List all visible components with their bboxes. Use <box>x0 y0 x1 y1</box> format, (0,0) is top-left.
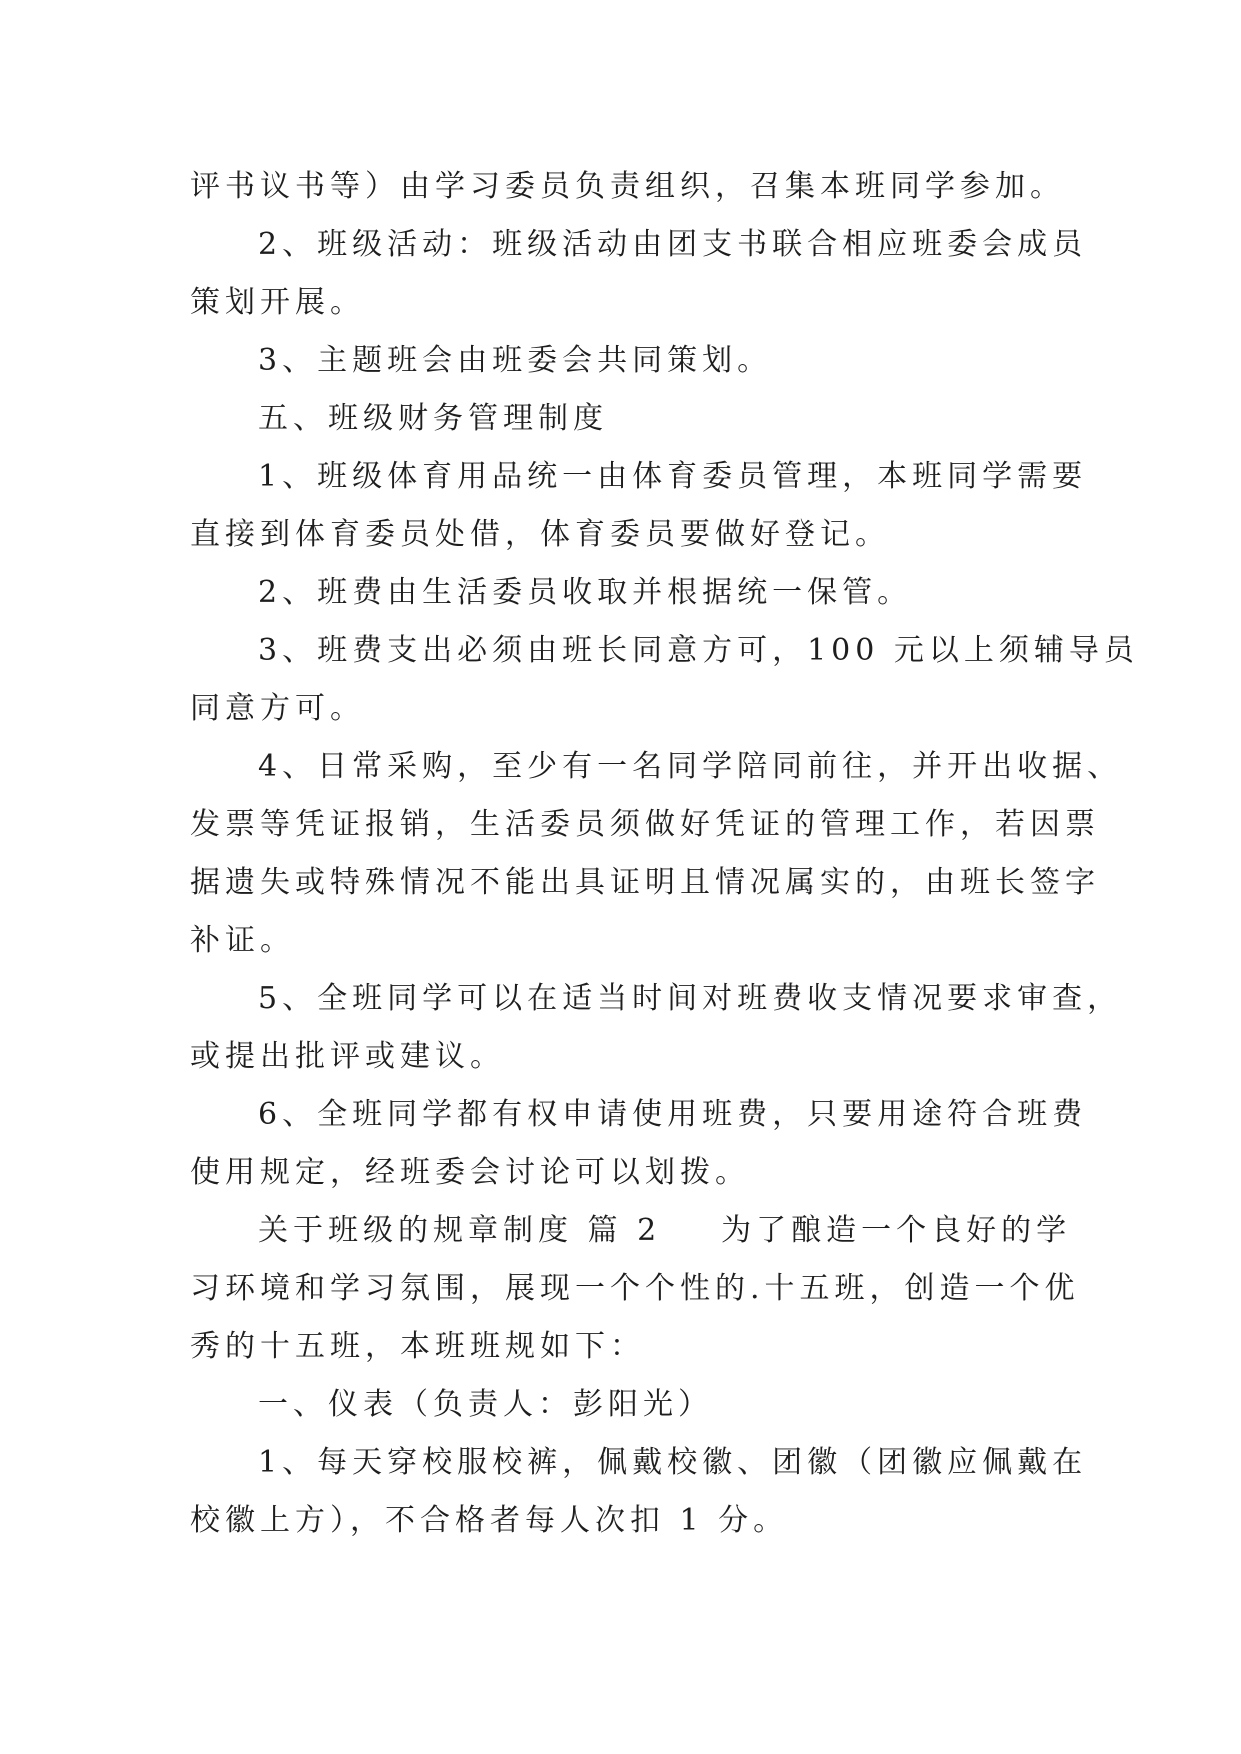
text-line: 直接到体育委员处借，体育委员要做好登记。 <box>190 517 890 552</box>
intro-text-start: 为了酿造一个良好的学 <box>721 1213 1072 1248</box>
text-line: 据遗失或特殊情况不能出具证明且情况属实的，由班长签字 <box>190 865 1100 900</box>
text-line: 2、班费由生活委员收取并根据统一保管。 <box>258 575 913 610</box>
text-line: 评书议书等）由学习委员负责组织，召集本班同学参加。 <box>190 169 1065 204</box>
text-line: 校徽上方），不合格者每人次扣 1 分。 <box>190 1503 789 1538</box>
text-line: 4、日常采购，至少有一名同学陪同前往，并开出收据、 <box>258 749 1123 784</box>
text-line: 6、全班同学都有权申请使用班费，只要用途符合班费 <box>258 1097 1088 1132</box>
text-line: 策划开展。 <box>190 285 365 320</box>
text-line: 1、每天穿校服校裤，佩戴校徽、团徽（团徽应佩戴在 <box>258 1445 1088 1480</box>
section-title: 关于班级的规章制度 篇 2 <box>258 1213 662 1248</box>
text-line: 或提出批评或建议。 <box>190 1039 505 1074</box>
text-line: 补证。 <box>190 923 295 958</box>
text-line: 习环境和学习氛围，展现一个个性的.十五班，创造一个优 <box>190 1271 1080 1306</box>
text-line: 发票等凭证报销，生活委员须做好凭证的管理工作，若因票 <box>190 807 1100 842</box>
text-line: 同意方可。 <box>190 691 365 726</box>
text-line: 秀的十五班，本班班规如下： <box>190 1329 645 1364</box>
section-heading: 五、班级财务管理制度 <box>258 401 608 436</box>
document-body <box>190 158 1139 1550</box>
text-line: 3、主题班会由班委会共同策划。 <box>258 343 773 378</box>
section-heading: 一、仪表（负责人：彭阳光） <box>258 1387 713 1422</box>
text-line: 1、班级体育用品统一由体育委员管理，本班同学需要 <box>258 459 1088 494</box>
text-line: 5、全班同学可以在适当时间对班费收支情况要求审查， <box>258 981 1123 1016</box>
text-line: 使用规定，经班委会讨论可以划拨。 <box>190 1155 750 1190</box>
text-line: 2、班级活动：班级活动由团支书联合相应班委会成员 <box>258 227 1088 262</box>
section-title-line <box>190 1202 1072 1260</box>
text-line: 3、班费支出必须由班长同意方可，100 元以上须辅导员 <box>258 633 1139 668</box>
